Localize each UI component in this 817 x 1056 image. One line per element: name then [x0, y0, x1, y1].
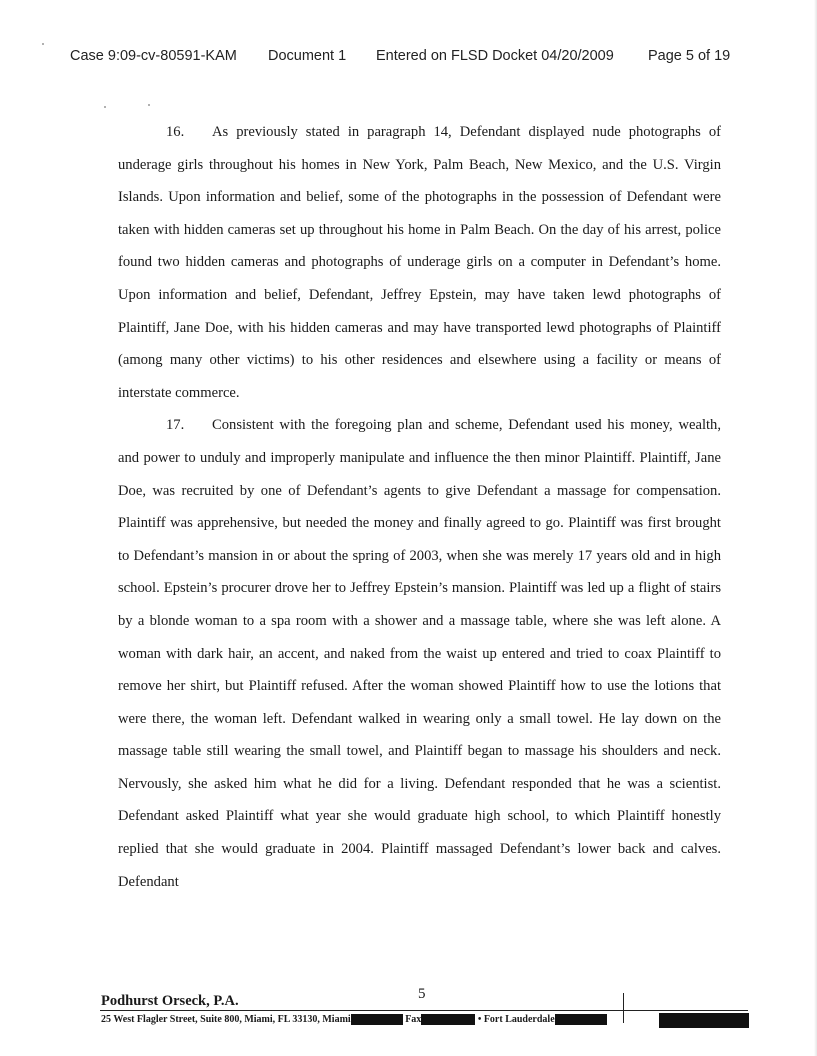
- docket-entry: Entered on FLSD Docket 04/20/2009: [376, 48, 614, 64]
- footer-divider-vertical: [623, 993, 624, 1023]
- paragraph-text: Consistent with the foregoing plan and scheme, Defendant used his money, wealth, and power to unduly and improperly manipulate and influence the then minor Plaintiff. Plaintiff, Jane Doe, was recruited by one of Defendant’s agents to give Defendant a massage for compensation. Plaintiff was apprehensive, but needed the money and finally agreed to go. Plaintiff was first brought to Defendant’s mansion in or about the spring of 2003, when she was merely 17 years old and in high school. Epstein’s procurer drove her to Jeffrey Epstein’s mansion. Plaintiff was led up a flight of stairs by a blonde woman to a spa room with a shower and a massage table, where she was left alone. A woman with dark hair, an accent, and naked from the waist up entered and tried to coax Plaintiff to remove her shirt, but Plaintiff refused. After the woman showed Plaintiff how to use the lotions that were there, the woman left. Defendant walked in wearing only a small towel. He lay down on the massage table still wearing the small towel, and Plaintiff began to massage his shoulders and neck. Nervously, she asked him what he did for a living. Defendant responded that he was a scientist. Defendant asked Plaintiff what year she would graduate high school, to which Plaintiff honestly replied that she would graduate in 2004. Plaintiff massaged Defendant’s lower back and calves. Defendant: [118, 417, 721, 890]
- scan-speck: [42, 43, 44, 45]
- redaction-bar: [351, 1014, 403, 1025]
- firm-address: [101, 1014, 607, 1025]
- case-number: Case 9:09-cv-80591-KAM: [70, 48, 237, 64]
- document-body: [118, 116, 721, 898]
- redaction-bar: [421, 1014, 475, 1025]
- firm-name: Podhurst Orseck, P.A.: [101, 993, 239, 1009]
- paragraph-number: 16.: [166, 124, 185, 140]
- footer-divider: [100, 1010, 748, 1011]
- address-text: 25 West Flagler Street, Suite 800, Miami, FL 33130, Miami: [101, 1014, 351, 1026]
- separator-bullet: •: [477, 1014, 482, 1026]
- scan-speck: [104, 106, 106, 108]
- paragraph-16: [118, 116, 721, 409]
- city-label: Fort Lauderdale: [483, 1014, 555, 1026]
- redaction-bar: [555, 1014, 607, 1025]
- paragraph-17: [118, 409, 721, 898]
- fax-label: Fax: [405, 1014, 422, 1026]
- redaction-bar: [659, 1013, 749, 1028]
- paragraph-number: 17.: [166, 417, 185, 434]
- document-number: Document 1: [268, 48, 347, 64]
- footer-page-number: 5: [418, 986, 426, 1002]
- paragraph-text: As previously stated in paragraph 14, Defendant displayed nude photographs of underage girls throughout his homes in New York, Palm Beach, New Mexico, and the U.S. Virgin Islands. Upon information and belief, some of the photographs in the possession of Defendant were taken with hidden cameras set up throughout his home in Palm Beach. On the day of his arrest, police found two hidden cameras and photographs of underage girls on a computer in Defendant’s home. Upon information and belief, Defendant, Jeffrey Epstein, may have taken lewd photographs of Plaintiff, Jane Doe, with his hidden cameras and may have transported lewd photographs of Plaintiff (among many other victims) to his other residences and elsewhere using a facility or means of interstate commerce.: [118, 124, 721, 401]
- page-indicator: Page 5 of 19: [648, 48, 731, 64]
- scan-speck: [148, 104, 150, 106]
